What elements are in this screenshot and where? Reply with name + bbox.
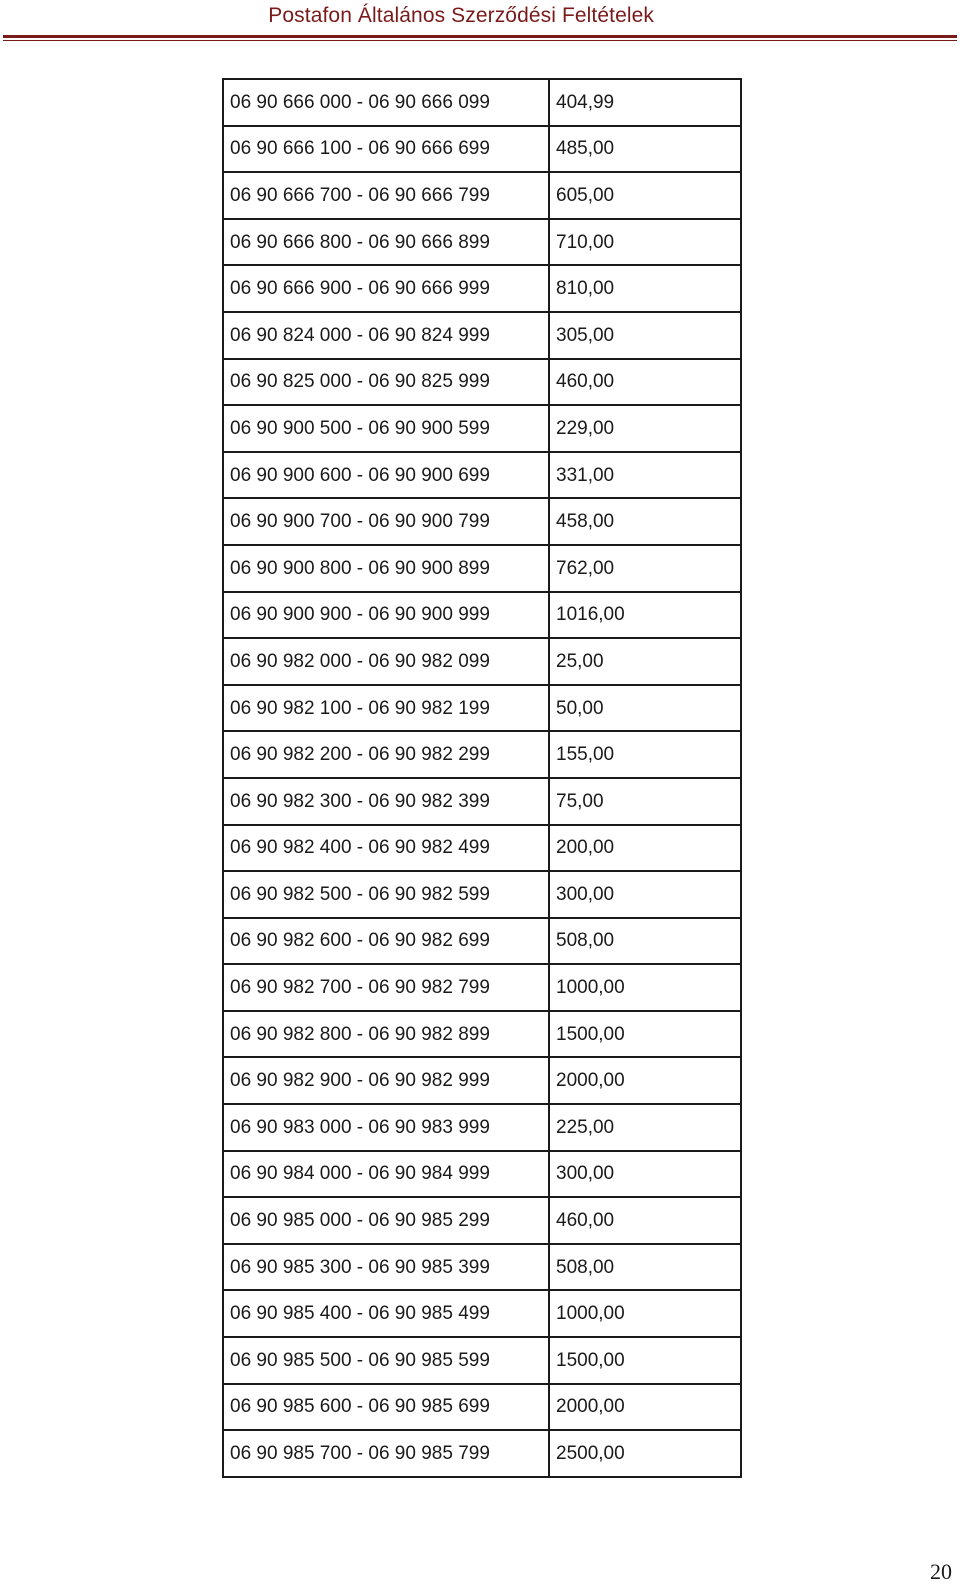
number-range-cell: 06 90 666 900 - 06 90 666 999	[223, 265, 549, 312]
price-cell: 460,00	[549, 359, 741, 406]
table-row	[223, 1057, 741, 1104]
table-row	[223, 731, 741, 778]
price-cell: 75,00	[549, 778, 741, 825]
price-cell: 460,00	[549, 1197, 741, 1244]
number-range-cell: 06 90 825 000 - 06 90 825 999	[223, 359, 549, 406]
price-cell: 810,00	[549, 265, 741, 312]
price-cell: 1500,00	[549, 1011, 741, 1058]
number-range-cell: 06 90 824 000 - 06 90 824 999	[223, 312, 549, 359]
table-row	[223, 126, 741, 173]
table-row	[223, 219, 741, 266]
table-row	[223, 918, 741, 965]
header-divider-thick	[3, 35, 957, 38]
number-range-cell: 06 90 982 700 - 06 90 982 799	[223, 964, 549, 1011]
price-cell: 1500,00	[549, 1337, 741, 1384]
price-cell: 155,00	[549, 731, 741, 778]
price-cell: 300,00	[549, 1151, 741, 1198]
table-row	[223, 1244, 741, 1291]
price-cell: 229,00	[549, 405, 741, 452]
price-cell: 200,00	[549, 825, 741, 872]
price-cell: 2500,00	[549, 1430, 741, 1477]
table-row	[223, 1430, 741, 1477]
table-row	[223, 405, 741, 452]
number-range-cell: 06 90 982 000 - 06 90 982 099	[223, 638, 549, 685]
table-row	[223, 1290, 741, 1337]
page-header	[0, 0, 960, 44]
table-row	[223, 1384, 741, 1431]
number-range-cell: 06 90 985 000 - 06 90 985 299	[223, 1197, 549, 1244]
number-range-cell: 06 90 985 400 - 06 90 985 499	[223, 1290, 549, 1337]
table-row	[223, 1104, 741, 1151]
document-title: Postafon Általános Szerződési Feltételek	[268, 4, 654, 27]
tariff-table-body	[223, 79, 741, 1477]
price-cell: 508,00	[549, 918, 741, 965]
number-range-cell: 06 90 982 200 - 06 90 982 299	[223, 731, 549, 778]
number-range-cell: 06 90 900 600 - 06 90 900 699	[223, 452, 549, 499]
number-range-cell: 06 90 900 800 - 06 90 900 899	[223, 545, 549, 592]
number-range-cell: 06 90 982 800 - 06 90 982 899	[223, 1011, 549, 1058]
table-row	[223, 1011, 741, 1058]
table-row	[223, 778, 741, 825]
price-cell: 331,00	[549, 452, 741, 499]
number-range-cell: 06 90 985 700 - 06 90 985 799	[223, 1430, 549, 1477]
price-cell: 762,00	[549, 545, 741, 592]
number-range-cell: 06 90 900 900 - 06 90 900 999	[223, 592, 549, 639]
price-cell: 1000,00	[549, 1290, 741, 1337]
table-row	[223, 265, 741, 312]
price-cell: 404,99	[549, 79, 741, 126]
tariff-table	[222, 78, 742, 1478]
number-range-cell: 06 90 666 100 - 06 90 666 699	[223, 126, 549, 173]
price-cell: 225,00	[549, 1104, 741, 1151]
number-range-cell: 06 90 982 300 - 06 90 982 399	[223, 778, 549, 825]
price-cell: 25,00	[549, 638, 741, 685]
table-row	[223, 825, 741, 872]
number-range-cell: 06 90 666 000 - 06 90 666 099	[223, 79, 549, 126]
price-cell: 50,00	[549, 685, 741, 732]
number-range-cell: 06 90 900 700 - 06 90 900 799	[223, 498, 549, 545]
number-range-cell: 06 90 900 500 - 06 90 900 599	[223, 405, 549, 452]
price-cell: 305,00	[549, 312, 741, 359]
table-row	[223, 359, 741, 406]
number-range-cell: 06 90 982 400 - 06 90 982 499	[223, 825, 549, 872]
table-row	[223, 1337, 741, 1384]
table-row	[223, 1197, 741, 1244]
number-range-cell: 06 90 982 500 - 06 90 982 599	[223, 871, 549, 918]
price-cell: 2000,00	[549, 1384, 741, 1431]
table-row	[223, 545, 741, 592]
number-range-cell: 06 90 985 300 - 06 90 985 399	[223, 1244, 549, 1291]
table-row	[223, 1151, 741, 1198]
table-row	[223, 172, 741, 219]
number-range-cell: 06 90 982 900 - 06 90 982 999	[223, 1057, 549, 1104]
price-cell: 1016,00	[549, 592, 741, 639]
price-cell: 1000,00	[549, 964, 741, 1011]
header-divider-thin	[3, 40, 957, 41]
page-number: 20	[930, 1559, 952, 1584]
table-row	[223, 638, 741, 685]
number-range-cell: 06 90 984 000 - 06 90 984 999	[223, 1151, 549, 1198]
price-cell: 485,00	[549, 126, 741, 173]
table-row	[223, 871, 741, 918]
number-range-cell: 06 90 983 000 - 06 90 983 999	[223, 1104, 549, 1151]
number-range-cell: 06 90 982 100 - 06 90 982 199	[223, 685, 549, 732]
table-row	[223, 452, 741, 499]
number-range-cell: 06 90 985 500 - 06 90 985 599	[223, 1337, 549, 1384]
price-cell: 300,00	[549, 871, 741, 918]
number-range-cell: 06 90 666 800 - 06 90 666 899	[223, 219, 549, 266]
price-cell: 458,00	[549, 498, 741, 545]
table-row	[223, 592, 741, 639]
price-cell: 710,00	[549, 219, 741, 266]
table-row	[223, 79, 741, 126]
number-range-cell: 06 90 666 700 - 06 90 666 799	[223, 172, 549, 219]
table-row	[223, 498, 741, 545]
price-cell: 605,00	[549, 172, 741, 219]
price-cell: 2000,00	[549, 1057, 741, 1104]
price-cell: 508,00	[549, 1244, 741, 1291]
table-row	[223, 964, 741, 1011]
number-range-cell: 06 90 985 600 - 06 90 985 699	[223, 1384, 549, 1431]
number-range-cell: 06 90 982 600 - 06 90 982 699	[223, 918, 549, 965]
table-row	[223, 312, 741, 359]
table-row	[223, 685, 741, 732]
